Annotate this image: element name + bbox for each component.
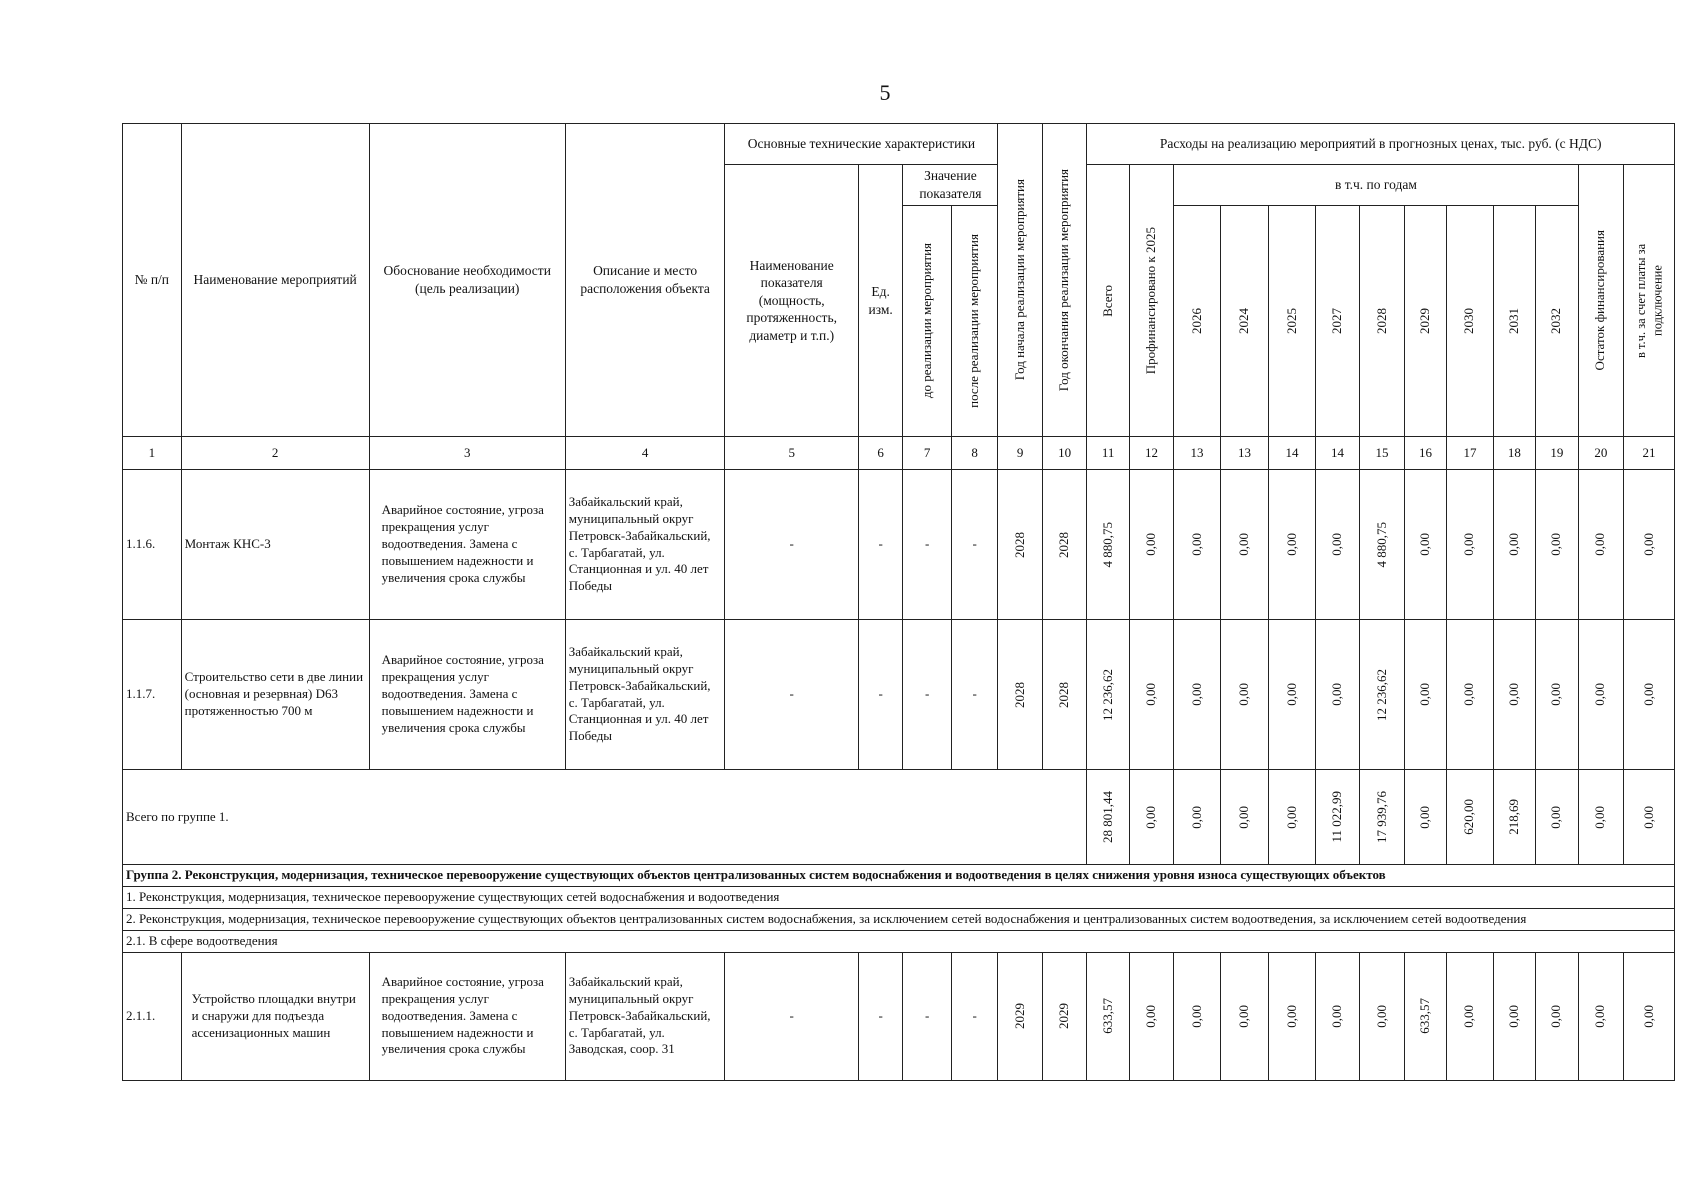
row-reason: Аварийное состояние, угроза прекращения услуг водоотведения. Замена с повышением надежности и увеличения срока службы [369, 470, 565, 620]
row-year-cell [1536, 952, 1578, 1080]
header-financed-label: Профинансировано к 2025 [1143, 226, 1159, 375]
total-value: 0,00 [1283, 805, 1299, 829]
row-year-value: 0,00 [1236, 1004, 1252, 1028]
header-location: Описание и место расположения объекта [565, 124, 725, 437]
section-2-1-title: 2.1. В сфере водоотведения [123, 930, 1675, 952]
total-cell [1087, 770, 1129, 865]
header-year-label: 2028 [1373, 308, 1389, 334]
col-number: 6 [858, 437, 902, 470]
header-indicator: Наименование показателя (мощность, протяженность, диаметр и т.п.) [725, 165, 858, 437]
total-cell [1536, 770, 1578, 865]
col-number: 12 [1129, 437, 1173, 470]
row-total [1087, 470, 1129, 620]
total-value: 0,00 [1640, 805, 1656, 829]
row-year-cell [1315, 952, 1359, 1080]
col-number: 14 [1315, 437, 1359, 470]
total-cell [1315, 770, 1359, 865]
row-connection [1624, 470, 1675, 620]
row-start-value: 2028 [1011, 531, 1027, 558]
col-number: 20 [1578, 437, 1623, 470]
col-number: 9 [998, 437, 1042, 470]
total-value: 620,00 [1461, 799, 1477, 835]
col-number: 13 [1220, 437, 1269, 470]
header-year-label: 2031 [1505, 308, 1521, 334]
header-year-label: 2025 [1283, 308, 1299, 334]
row-year-value: 4 880,75 [1373, 521, 1389, 568]
row-year-value: 0,00 [1283, 683, 1299, 706]
header-year-label: 2024 [1236, 308, 1252, 334]
row-financed [1129, 470, 1173, 620]
row-name: Монтаж КНС-3 [181, 470, 369, 620]
col-number: 13 [1174, 437, 1221, 470]
header-remaining-label: Остаток финансирования [1592, 230, 1608, 371]
header-years-group: в т.ч. по годам [1174, 165, 1578, 206]
row-year-cell [1269, 470, 1316, 620]
total-cell [1493, 770, 1535, 865]
total-value: 0,00 [1548, 805, 1564, 829]
row-end [1042, 620, 1086, 770]
row-year-cell [1220, 470, 1269, 620]
row-year-value: 0,00 [1236, 683, 1252, 706]
header-year-label: 2027 [1329, 308, 1345, 334]
total-cell [1220, 770, 1269, 865]
row-name: Строительство сети в две линии (основная и резервная) D63 протяженностью 700 м [181, 620, 369, 770]
row-after: - [951, 952, 998, 1080]
section-1-title: 1. Реконструкция, модернизация, техническое перевооружение существующих сетей водоснабжения и водоотведения [123, 886, 1675, 908]
total-value: 28 801,44 [1099, 791, 1115, 843]
header-financed [1129, 165, 1173, 437]
row-year-cell [1447, 620, 1494, 770]
row-indicator: - [725, 952, 858, 1080]
row-year-cell [1315, 620, 1359, 770]
total-value: 0,00 [1592, 805, 1608, 829]
header-num: № п/п [123, 124, 182, 437]
row-year-cell [1174, 620, 1221, 770]
total-cell [1174, 770, 1221, 865]
header-remaining [1578, 165, 1623, 437]
row-connection [1624, 952, 1675, 1080]
row-location: Забайкальский край, муниципальный округ Петровск-Забайкальский, с. Тарбагатай, ул. Станционная и ул. 40 лет Победы [565, 470, 725, 620]
row-year-cell [1174, 470, 1221, 620]
header-year-label: 2032 [1548, 308, 1564, 334]
row-start [998, 470, 1042, 620]
row-reason: Аварийное состояние, угроза прекращения услуг водоотведения. Замена с повышением надежности и увеличения срока службы [369, 620, 565, 770]
row-total-value: 12 236,62 [1099, 668, 1115, 721]
row-connection-value: 0,00 [1640, 1004, 1656, 1028]
row-year-cell [1447, 470, 1494, 620]
header-year [1269, 206, 1316, 437]
total-value: 0,00 [1143, 805, 1159, 829]
row-num: 2.1.1. [123, 952, 182, 1080]
total-value: 0,00 [1236, 805, 1252, 829]
row-year-value: 0,00 [1548, 683, 1564, 706]
row-year-value: 0,00 [1283, 533, 1299, 556]
row-year-cell [1315, 470, 1359, 620]
row-reason: Аварийное состояние, угроза прекращения услуг водоотведения. Замена с повышением надежности и увеличения срока службы [369, 952, 565, 1080]
group-2-title: Группа 2. Реконструкция, модернизация, техническое перевооружение существующих объектов централизованных систем водоснабжения и водоотведения в целях снижения уровня износа существующих объектов [123, 865, 1675, 887]
header-year [1220, 206, 1269, 437]
header-year [1360, 206, 1404, 437]
col-number: 17 [1447, 437, 1494, 470]
col-number: 7 [903, 437, 952, 470]
row-total-value: 4 880,75 [1099, 521, 1115, 568]
header-reason: Обоснование необходимости (цель реализации) [369, 124, 565, 437]
table-row [123, 952, 1675, 1080]
section-2-title: 2. Реконструкция, модернизация, техническое перевооружение существующих объектов централизованных систем водоснабжения, за исключением сетей водоснабжения и централизованных систем водоотведения, за исключением сетей водоотведения [123, 908, 1675, 930]
row-unit: - [858, 470, 902, 620]
row-year-value: 0,00 [1283, 1004, 1299, 1028]
header-unit: Ед. изм. [858, 165, 902, 437]
header-year [1315, 206, 1359, 437]
row-year-cell [1493, 952, 1535, 1080]
row-before: - [903, 620, 952, 770]
row-year-cell [1220, 620, 1269, 770]
col-number: 16 [1404, 437, 1446, 470]
row-indicator: - [725, 620, 858, 770]
header-year [1447, 206, 1494, 437]
row-year-value: 0,00 [1461, 533, 1477, 556]
row-year-cell [1404, 620, 1446, 770]
row-year-value: 0,00 [1505, 683, 1521, 706]
row-year-value: 0,00 [1461, 1004, 1477, 1028]
row-name: Устройство площадки внутри и снаружи для подъезда ассенизационных машин [181, 952, 369, 1080]
row-year-value: 0,00 [1461, 683, 1477, 706]
header-costs-group: Расходы на реализацию мероприятий в прогнозных ценах, тыс. руб. (с НДС) [1087, 124, 1675, 165]
row-start [998, 952, 1042, 1080]
row-year-cell [1360, 470, 1404, 620]
table-row [123, 470, 1675, 620]
total-cell [1624, 770, 1675, 865]
row-financed [1129, 952, 1173, 1080]
row-num: 1.1.7. [123, 620, 182, 770]
row-year-value: 0,00 [1329, 683, 1345, 706]
row-year-cell [1360, 620, 1404, 770]
row-remaining-value: 0,00 [1592, 533, 1608, 556]
header-year-label: 2029 [1417, 308, 1433, 334]
header-after-label: после реализации мероприятия [966, 234, 982, 408]
row-year-value: 0,00 [1329, 1004, 1345, 1028]
total-cell [1578, 770, 1623, 865]
row-year-value: 0,00 [1505, 1004, 1521, 1028]
row-year-cell [1447, 952, 1494, 1080]
row-total [1087, 620, 1129, 770]
row-unit: - [858, 620, 902, 770]
total-value: 11 022,99 [1329, 791, 1345, 843]
row-connection [1624, 620, 1675, 770]
row-remaining [1578, 470, 1623, 620]
table-row [123, 620, 1675, 770]
row-remaining [1578, 620, 1623, 770]
row-unit: - [858, 952, 902, 1080]
row-year-value: 0,00 [1188, 1004, 1204, 1028]
row-year-value: 0,00 [1236, 533, 1252, 556]
col-number: 19 [1536, 437, 1578, 470]
row-financed-value: 0,00 [1143, 683, 1159, 706]
row-year-value: 12 236,62 [1373, 668, 1389, 721]
header-year [1493, 206, 1535, 437]
header-start-year-label: Год начала реализации мероприятия [1011, 179, 1027, 381]
row-remaining-value: 0,00 [1592, 683, 1608, 706]
row-year-value: 0,00 [1373, 1004, 1389, 1028]
header-total [1087, 165, 1129, 437]
row-year-cell [1220, 952, 1269, 1080]
row-financed-value: 0,00 [1143, 533, 1159, 556]
row-year-cell [1360, 952, 1404, 1080]
row-start-value: 2028 [1011, 681, 1027, 708]
row-year-value: 0,00 [1505, 533, 1521, 556]
header-year [1404, 206, 1446, 437]
header-after [951, 206, 998, 437]
row-year-cell [1536, 470, 1578, 620]
col-number: 3 [369, 437, 565, 470]
row-before: - [903, 952, 952, 1080]
row-connection-value: 0,00 [1640, 533, 1656, 556]
header-year-label: 2026 [1188, 308, 1204, 334]
row-year-cell [1404, 470, 1446, 620]
row-year-cell [1536, 620, 1578, 770]
row-location: Забайкальский край, муниципальный округ Петровск-Забайкальский, с. Тарбагатай, ул. Станционная и ул. 40 лет Победы [565, 620, 725, 770]
col-number: 11 [1087, 437, 1129, 470]
row-financed-value: 0,00 [1143, 1004, 1159, 1028]
header-name: Наименование мероприятий [181, 124, 369, 437]
row-total [1087, 952, 1129, 1080]
row-before: - [903, 470, 952, 620]
section-heading-row [123, 886, 1675, 908]
row-year-cell [1493, 620, 1535, 770]
col-number: 21 [1624, 437, 1675, 470]
total-cell [1129, 770, 1173, 865]
total-value: 0,00 [1188, 805, 1204, 829]
total-cell [1360, 770, 1404, 865]
section-heading-row [123, 908, 1675, 930]
header-connection-label: в т.ч. за счет платы за подключение [1633, 243, 1665, 358]
col-number: 18 [1493, 437, 1535, 470]
total-value: 218,69 [1505, 799, 1521, 835]
row-year-value: 0,00 [1548, 533, 1564, 556]
row-remaining-value: 0,00 [1592, 1004, 1608, 1028]
group-total-label: Всего по группе 1. [123, 770, 1087, 865]
row-start [998, 620, 1042, 770]
header-tech-group: Основные технические характеристики [725, 124, 998, 165]
row-end-value: 2028 [1056, 681, 1072, 708]
row-end-value: 2028 [1056, 531, 1072, 558]
row-financed [1129, 620, 1173, 770]
row-year-value: 0,00 [1329, 533, 1345, 556]
row-year-value: 0,00 [1548, 1004, 1564, 1028]
group-heading-row [123, 865, 1675, 887]
row-indicator: - [725, 470, 858, 620]
row-remaining [1578, 952, 1623, 1080]
row-year-cell [1269, 620, 1316, 770]
col-number: 5 [725, 437, 858, 470]
row-year-value: 0,00 [1417, 683, 1433, 706]
col-number: 8 [951, 437, 998, 470]
header-value-group: Значение показателя [903, 165, 998, 206]
header-year [1174, 206, 1221, 437]
col-number: 1 [123, 437, 182, 470]
row-end-value: 2029 [1056, 1003, 1072, 1030]
row-connection-value: 0,00 [1640, 683, 1656, 706]
row-total-value: 633,57 [1099, 998, 1115, 1034]
row-year-cell [1404, 952, 1446, 1080]
header-before [903, 206, 952, 437]
row-year-value: 0,00 [1417, 533, 1433, 556]
header-connection [1624, 165, 1675, 437]
page-number: 5 [879, 80, 891, 105]
total-cell [1404, 770, 1446, 865]
group-total-row [123, 770, 1675, 865]
header-year [1536, 206, 1578, 437]
row-year-value: 0,00 [1188, 533, 1204, 556]
col-number: 4 [565, 437, 725, 470]
col-number: 2 [181, 437, 369, 470]
header-total-label: Всего [1099, 284, 1115, 317]
row-end [1042, 952, 1086, 1080]
total-cell [1447, 770, 1494, 865]
column-number-row [123, 437, 1675, 470]
header-before-label: до реализации мероприятия [918, 243, 934, 399]
row-year-cell [1174, 952, 1221, 1080]
row-year-cell [1493, 470, 1535, 620]
row-year-value: 0,00 [1188, 683, 1204, 706]
row-num: 1.1.6. [123, 470, 182, 620]
header-year-label: 2030 [1461, 308, 1477, 334]
header-end-year-label: Год окончания реализации мероприятия [1056, 168, 1072, 392]
section-heading-row [123, 930, 1675, 952]
row-year-value: 633,57 [1417, 998, 1433, 1034]
header-end-year [1042, 124, 1086, 437]
total-cell [1269, 770, 1316, 865]
header-start-year [998, 124, 1042, 437]
row-end [1042, 470, 1086, 620]
investment-table [122, 123, 1675, 1081]
row-start-value: 2029 [1011, 1003, 1027, 1030]
col-number: 14 [1269, 437, 1316, 470]
row-year-cell [1269, 952, 1316, 1080]
header-row-1 [123, 124, 1675, 165]
row-location: Забайкальский край, муниципальный округ Петровск-Забайкальский, с. Тарбагатай, ул. Заводская, соор. 31 [565, 952, 725, 1080]
total-value: 0,00 [1417, 805, 1433, 829]
row-after: - [951, 470, 998, 620]
col-number: 15 [1360, 437, 1404, 470]
col-number: 10 [1042, 437, 1086, 470]
row-after: - [951, 620, 998, 770]
total-value: 17 939,76 [1373, 791, 1389, 843]
